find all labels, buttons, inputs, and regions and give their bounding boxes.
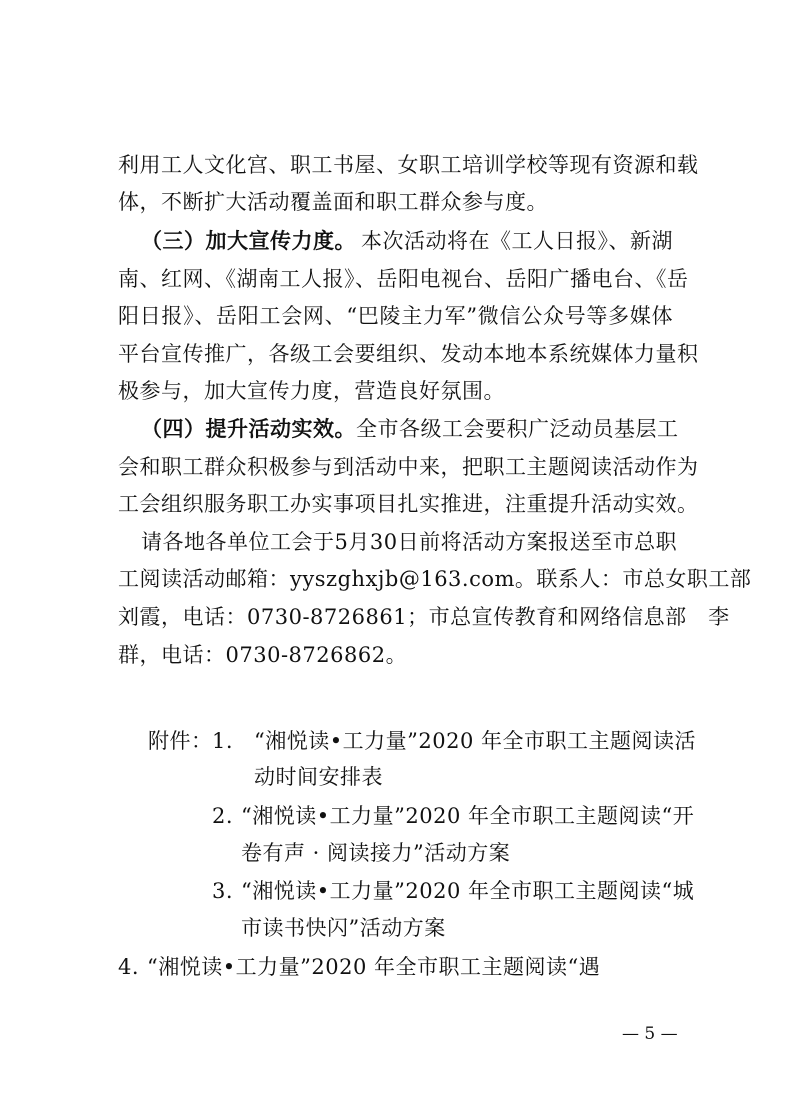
attachment-2-number: 2.: [212, 804, 234, 828]
attachment-2-title-cont: 卷有声 · 阅读接力”活动方案: [241, 841, 511, 865]
paragraph-5-line-3: 刘霞，电话：0730-8726861；市总宣传教育和网络信息部 李: [118, 605, 730, 629]
section-heading-3: （三）加大宣传力度。: [141, 228, 356, 253]
paragraph-3-line-1: [141, 226, 673, 256]
paragraph-2-line-2: 体，不断扩大活动覆盖面和职工群众参与度。: [118, 190, 548, 214]
attachment-3-title: “湘悦读•工力量”2020 年全市职工主题阅读“城: [241, 879, 695, 903]
attachment-4-number: 4.: [118, 955, 140, 979]
attachment-1-number: 1.: [212, 729, 234, 753]
paragraph-3-line-4: 平台宣传推广，各级工会要组织、发动本地本系统媒体力量积: [118, 342, 699, 366]
page-number: — 5 —: [622, 1024, 678, 1044]
paragraph-4-line-3: 工会组织服务职工办实事项目扎实推进，注重提升活动实效。: [118, 492, 699, 516]
attachment-1-title: “湘悦读•工力量”2020 年全市职工主题阅读活: [254, 729, 696, 753]
paragraph-5-line-4: 群，电话：0730-8726862。: [118, 643, 408, 667]
attachment-1-title-cont: 动时间安排表: [254, 765, 383, 789]
attachments-label: 附件：: [148, 729, 213, 753]
paragraph-3-line-3: 阳日报》、岳阳工会网、“巴陵主力军”微信公众号等多媒体: [118, 304, 673, 328]
paragraph-2-line-1: 利用工人文化宫、职工书屋、女职工培训学校等现有资源和载: [118, 153, 699, 177]
attachment-2-title: “湘悦读•工力量”2020 年全市职工主题阅读“开: [241, 804, 695, 828]
paragraph-3-text-start: 本次活动将在《工人日报》、新湖: [361, 229, 673, 253]
paragraph-3-line-5: 极参与，加大宣传力度，营造良好氛围。: [118, 379, 505, 403]
attachment-3-number: 3.: [212, 879, 234, 903]
section-heading-4: （四）提升活动实效。: [141, 416, 356, 441]
attachment-4-title: “湘悦读•工力量”2020 年全市职工主题阅读“遇: [147, 955, 601, 979]
paragraph-4-line-2: 会和职工群众积极参与到活动中来，把职工主题阅读活动作为: [118, 455, 699, 479]
paragraph-5-line-2: 工阅读活动邮箱：yyszghxjb@163.com。联系人：市总女职工部: [118, 567, 752, 591]
paragraph-5-line-1: 请各地各单位工会于5月30日前将活动方案报送至市总职: [141, 530, 678, 554]
paragraph-3-line-2: 南、红网、《湖南工人报》、岳阳电视台、岳阳广播电台、《岳: [118, 267, 689, 291]
paragraph-4-line-1: [141, 414, 679, 444]
attachment-3-title-cont: 市读书快闪”活动方案: [241, 916, 446, 940]
paragraph-4-text-start: 全市各级工会要积广泛动员基层工: [356, 417, 679, 441]
